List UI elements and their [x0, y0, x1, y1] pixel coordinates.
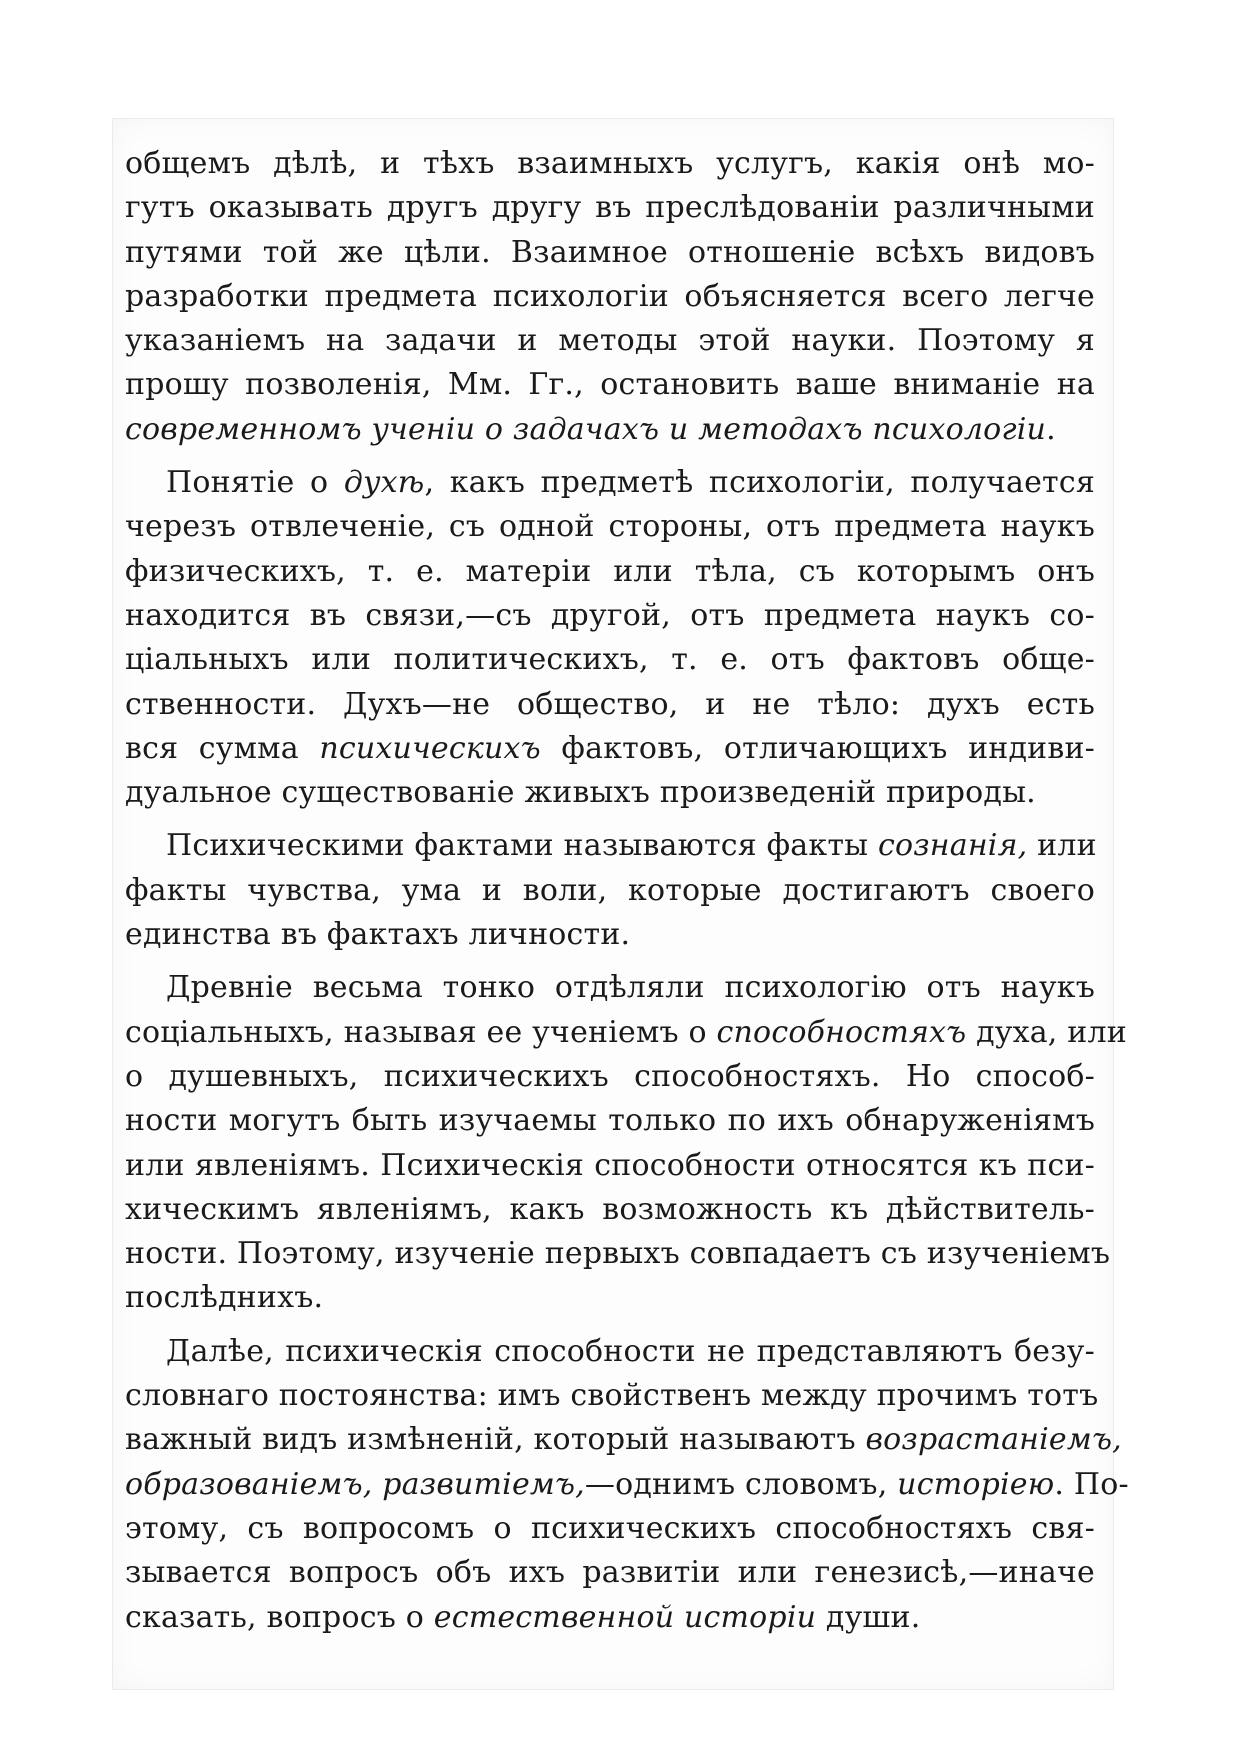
- italic-text: психическихъ: [319, 730, 541, 766]
- text-run: ціальныхъ или политическихъ, т. е. отъ фактовъ обще-: [125, 642, 1095, 678]
- text-line: [125, 1144, 1095, 1188]
- text-line: [125, 869, 1095, 913]
- text-run: или: [1027, 828, 1097, 864]
- paragraph-gap: [125, 452, 1095, 461]
- paragraph-p4: [125, 966, 1127, 1320]
- text-run: духа, или: [966, 1014, 1127, 1050]
- text-run: черезъ отвлеченіе, съ одной стороны, отъ предмета наукъ: [125, 509, 1095, 545]
- text-line: [125, 683, 1095, 727]
- text-line: [125, 1276, 1095, 1320]
- text-line: [125, 824, 1095, 868]
- text-line: [125, 550, 1095, 594]
- text-line: [125, 142, 1095, 186]
- paragraph-gap: [125, 957, 1095, 966]
- text-run: души.: [816, 1599, 921, 1635]
- text-run: путями той же цѣли. Взаимное отношеніе всѣхъ видовъ: [125, 234, 1095, 270]
- paragraph-gap: [125, 1321, 1095, 1330]
- text-run: гутъ оказывать другъ другу въ преслѣдованіи различными: [125, 190, 1095, 226]
- italic-text: возрастаніемъ,: [865, 1422, 1122, 1458]
- italic-text: естественной исторіи: [433, 1599, 817, 1635]
- italic-text: способностяхъ: [716, 1014, 967, 1050]
- text-line: [125, 408, 1095, 452]
- italic-text: современномъ ученіи о задачахъ и методахъ психологіи: [125, 411, 1047, 447]
- text-run: послѣднихъ.: [125, 1280, 324, 1316]
- text-line: [125, 186, 1095, 230]
- text-run: общемъ дѣлѣ, и тѣхъ взаимныхъ услугъ, какія онѣ мо-: [125, 146, 1095, 181]
- text-line: [125, 966, 1095, 1010]
- text-line: [125, 1099, 1095, 1143]
- text-run: Далѣе, психическія способности не представляютъ безу-: [166, 1333, 1095, 1369]
- text-run: факты чувства, ума и воли, которые достигаютъ своего: [125, 872, 1095, 908]
- text-run: находится въ связи,—съ другой, отъ предмета наукъ со-: [125, 597, 1095, 633]
- text-line: [125, 771, 1095, 815]
- text-line: [125, 594, 1095, 638]
- text-run: . По-: [1054, 1466, 1129, 1502]
- text-run: Психическими фактами называются факты: [166, 828, 878, 864]
- text-run: вся сумма: [125, 730, 320, 766]
- text-line: [125, 1374, 1099, 1418]
- text-line: [125, 363, 1095, 407]
- paragraph-p2: [125, 461, 1095, 815]
- text-run: —однимъ словомъ,: [584, 1466, 898, 1502]
- paragraph-p5: [125, 1330, 1129, 1640]
- paragraph-gap: [125, 815, 1095, 824]
- paragraph-p1: [125, 142, 1095, 452]
- text-line: [125, 1551, 1095, 1595]
- text-run: дуальное существованіе живыхъ произведеній природы.: [125, 775, 1036, 811]
- text-run: сказать, вопросъ о: [125, 1599, 434, 1635]
- text-run: о душевныхъ, психическихъ способностяхъ. Но способ-: [125, 1058, 1095, 1094]
- document-body: [125, 142, 1129, 1640]
- text-run: физическихъ, т. е. матеріи или тѣла, съ которымъ онъ: [125, 553, 1095, 589]
- italic-text: исторіею: [897, 1466, 1055, 1502]
- text-line: [125, 638, 1095, 682]
- text-run: словнаго постоянства: имъ свойственъ между прочимъ тотъ: [125, 1378, 1099, 1414]
- text-line: [125, 505, 1095, 549]
- text-run: единства въ фактахъ личности.: [125, 917, 631, 953]
- text-run: или явленіямъ. Психическія способности относятся къ пси-: [125, 1147, 1095, 1183]
- text-run: зывается вопросъ объ ихъ развитіи или генезисѣ,—иначе: [125, 1555, 1095, 1591]
- text-line: [125, 727, 1095, 771]
- text-line: [125, 1507, 1095, 1551]
- text-line: [125, 1596, 1095, 1640]
- text-run: Понятіе о: [166, 465, 344, 501]
- text-run: Древніе весьма тонко отдѣляли психологію отъ наукъ: [166, 970, 1095, 1006]
- text-run: соціальныхъ, называя ее ученіемъ о: [125, 1014, 717, 1050]
- paragraph-p3: [125, 824, 1095, 957]
- text-line: [125, 913, 1095, 957]
- text-run: ности могутъ быть изучаемы только по ихъ обнаруженіямъ: [125, 1103, 1095, 1139]
- text-line: [125, 461, 1095, 505]
- text-line: [125, 1232, 1111, 1276]
- text-run: указаніемъ на задачи и методы этой науки. Поэтому я: [125, 323, 1095, 359]
- text-line: [125, 1055, 1095, 1099]
- text-run: этому, съ вопросомъ о психическихъ способностяхъ свя-: [125, 1510, 1095, 1546]
- text-line: [125, 231, 1095, 275]
- text-run: ственности. Духъ—не общество, и не тѣло: духъ есть: [125, 686, 1095, 722]
- text-run: ности. Поэтому, изученіе первыхъ совпадаетъ съ изученіемъ: [125, 1236, 1111, 1272]
- text-run: фактовъ, отличающихъ индиви-: [540, 730, 1095, 766]
- italic-text: сознанія,: [877, 828, 1028, 864]
- text-line: [125, 1011, 1127, 1055]
- text-run: прошу позволенія, Мм. Гг., остановить ваше вниманіе на: [125, 367, 1095, 403]
- text-run: .: [1046, 411, 1056, 447]
- text-run: хическимъ явленіямъ, какъ возможность къ дѣйствитель-: [125, 1191, 1095, 1227]
- text-line: [125, 1188, 1095, 1232]
- text-run: разработки предмета психологіи объясняется всего легче: [125, 278, 1095, 314]
- italic-text: образованіемъ, развитіемъ,: [125, 1466, 585, 1502]
- text-run: , какъ предметѣ психологіи, получается: [424, 465, 1095, 501]
- italic-text: духѣ: [343, 465, 425, 501]
- text-line: [125, 1330, 1095, 1374]
- text-line: [125, 1463, 1129, 1507]
- text-line: [125, 1418, 1122, 1462]
- text-run: важный видъ измѣненій, который называютъ: [125, 1422, 866, 1458]
- text-line: [125, 319, 1095, 363]
- text-line: [125, 275, 1095, 319]
